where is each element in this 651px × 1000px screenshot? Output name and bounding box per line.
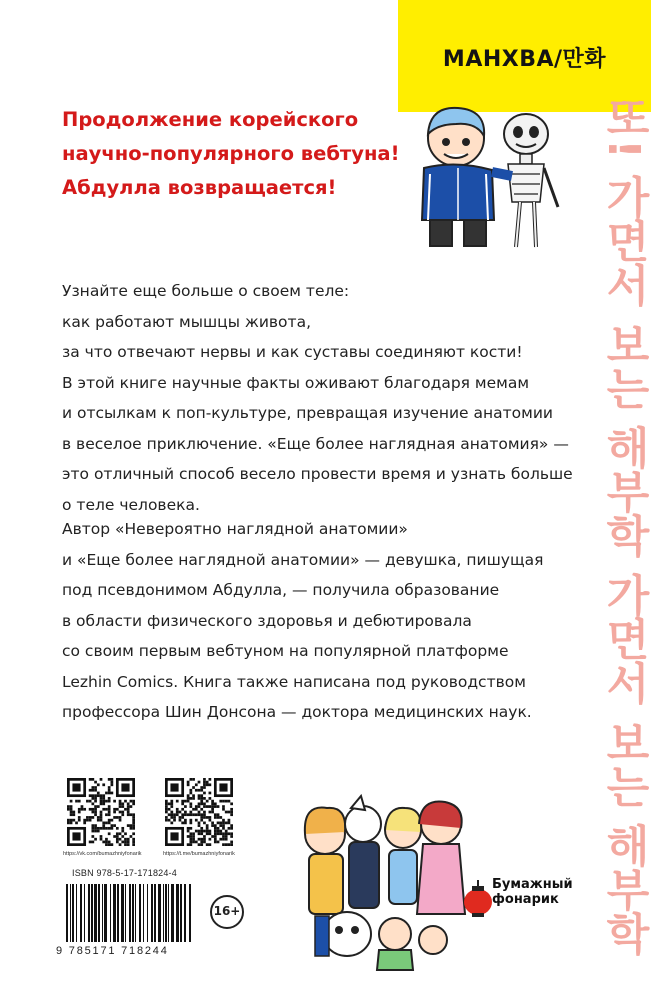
headline-line: научно-популярного вебтуна! — [62, 142, 400, 165]
paragraph-line: Lezhin Comics. Книга также написана под руководством — [62, 672, 526, 691]
paragraph-line: как работают мышцы живота, — [62, 312, 311, 331]
qr-caption-telegram: https://t.me/bumazhniyfonarik — [163, 851, 235, 857]
publisher-name — [492, 877, 573, 907]
author-paragraph — [62, 514, 582, 728]
publisher-line2: фонарик — [492, 892, 559, 907]
headline-line: Абдулла возвращается! — [62, 176, 337, 199]
paragraph-line: со своим первым вебтуном на популярной платформе — [62, 642, 509, 660]
paragraph-line: в области физического здоровья и дебютировала — [62, 611, 472, 630]
category-label: МАНХВА/만화 — [442, 47, 607, 72]
paragraph-line: о теле человека. — [62, 495, 200, 514]
paragraph-line: под псевдонимом Абдулла, — получила образование — [62, 581, 500, 599]
paragraph-line: Автор «Невероятно наглядной анатомии» — [62, 520, 408, 538]
paragraph-line: в веселое приключение. «Еще более наглядная анатомия» — — [62, 434, 569, 453]
paragraph-line: и «Еще более наглядной анатомии» — девушка, пишущая — [62, 550, 544, 569]
paragraph-line: Узнайте еще больше о своем теле: — [62, 282, 350, 300]
barcode-number: 9 785171 718244 — [56, 945, 169, 957]
paragraph-line: В этой книге научные факты оживают благодаря мемам — [62, 373, 530, 392]
paragraph-line: и отсылкам к поп-культуре, превращая изучение анатомии — [62, 404, 553, 422]
boy-and-skeleton-illustration — [408, 102, 573, 252]
paragraph-line: это отличный способ весело провести время и узнать больше — [62, 465, 573, 483]
barcode-icon — [64, 884, 194, 944]
headline — [62, 103, 422, 205]
age-rating-label: 16+ — [213, 904, 241, 918]
side-korean-title: 또! 가면서 보는 해부학 가면서 보는 해부학 — [598, 95, 649, 955]
qr-code-icon[interactable] — [67, 778, 135, 846]
qr-caption-vk: https://vk.com/bumazhniyfonarik — [63, 851, 142, 857]
headline-line: Продолжение корейского — [62, 108, 359, 131]
description-paragraph — [62, 276, 582, 520]
paragraph-line: профессора Шин Донсона — доктора медицинских наук. — [62, 703, 532, 721]
characters-group-illustration — [295, 794, 470, 974]
age-rating-badge — [209, 894, 245, 930]
isbn-label: ISBN 978-5-17-171824-4 — [72, 868, 177, 878]
paragraph-line: за что отвечают нервы и как суставы соединяют кости! — [62, 343, 523, 361]
publisher-line1: Бумажный — [492, 877, 573, 892]
qr-code-icon[interactable] — [165, 778, 233, 846]
